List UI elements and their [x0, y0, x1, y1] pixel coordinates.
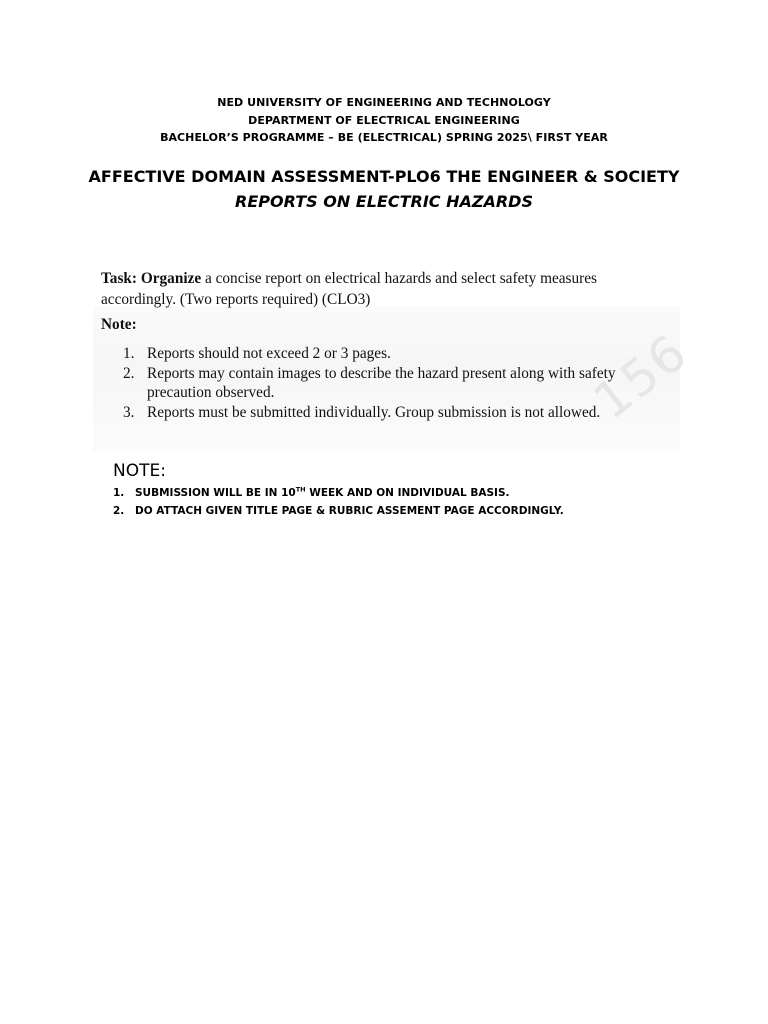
list-item — [123, 344, 663, 364]
note-text-before: SUBMISSION WILL BE IN 10 — [135, 487, 296, 499]
scan-note-label: Note: — [101, 316, 137, 333]
list-item — [113, 484, 564, 502]
note-heading: NOTE: — [113, 461, 166, 481]
list-item — [113, 502, 564, 520]
list-number: 1. — [123, 345, 135, 362]
scanned-task-image — [93, 260, 680, 452]
list-number: 2. — [123, 364, 135, 382]
department-name: DEPARTMENT OF ELECTRICAL ENGINEERING — [248, 113, 520, 127]
list-item — [123, 403, 663, 423]
task-text: a concise report on electrical hazards and select safety measures accordingly. (Two reports required) (CLO3) — [101, 270, 597, 308]
list-number: 3. — [123, 403, 135, 421]
programme-line: BACHELOR’S PROGRAMME – BE (ELECTRICAL) SPRING 2025\ FIRST YEAR — [160, 131, 608, 144]
university-name: NED UNIVERSITY OF ENGINEERING AND TECHNOLOGY — [217, 96, 551, 109]
task-paragraph — [101, 268, 671, 310]
list-text: Reports should not exceed 2 or 3 pages. — [147, 345, 391, 362]
assessment-subtitle: REPORTS ON ELECTRIC HAZARDS — [235, 192, 533, 211]
note-list — [113, 484, 564, 520]
list-text: Reports must be submitted individually. Group submission is not allowed. — [147, 403, 601, 421]
note-text: DO ATTACH GIVEN TITLE PAGE & RUBRIC ASSEMENT PAGE ACCORDINGLY. — [135, 505, 564, 517]
document-header — [0, 94, 768, 147]
note-text-after: WEEK AND ON INDIVIDUAL BASIS. — [305, 487, 510, 499]
watermark: 156 — [583, 322, 699, 431]
list-number: 1. — [113, 487, 125, 499]
scan-note-list — [123, 344, 663, 422]
document-title — [0, 164, 768, 214]
task-verb: Organize — [140, 270, 202, 287]
task-label: Task: — [101, 270, 138, 287]
assessment-title: AFFECTIVE DOMAIN ASSESSMENT-PLO6 THE ENGINEER & SOCIETY — [88, 167, 680, 186]
list-text: Reports may contain images to describe the hazard present along with safety precaution observed. — [147, 364, 616, 401]
list-item — [123, 364, 663, 403]
list-number: 2. — [113, 505, 125, 517]
note-superscript: TH — [295, 485, 306, 494]
